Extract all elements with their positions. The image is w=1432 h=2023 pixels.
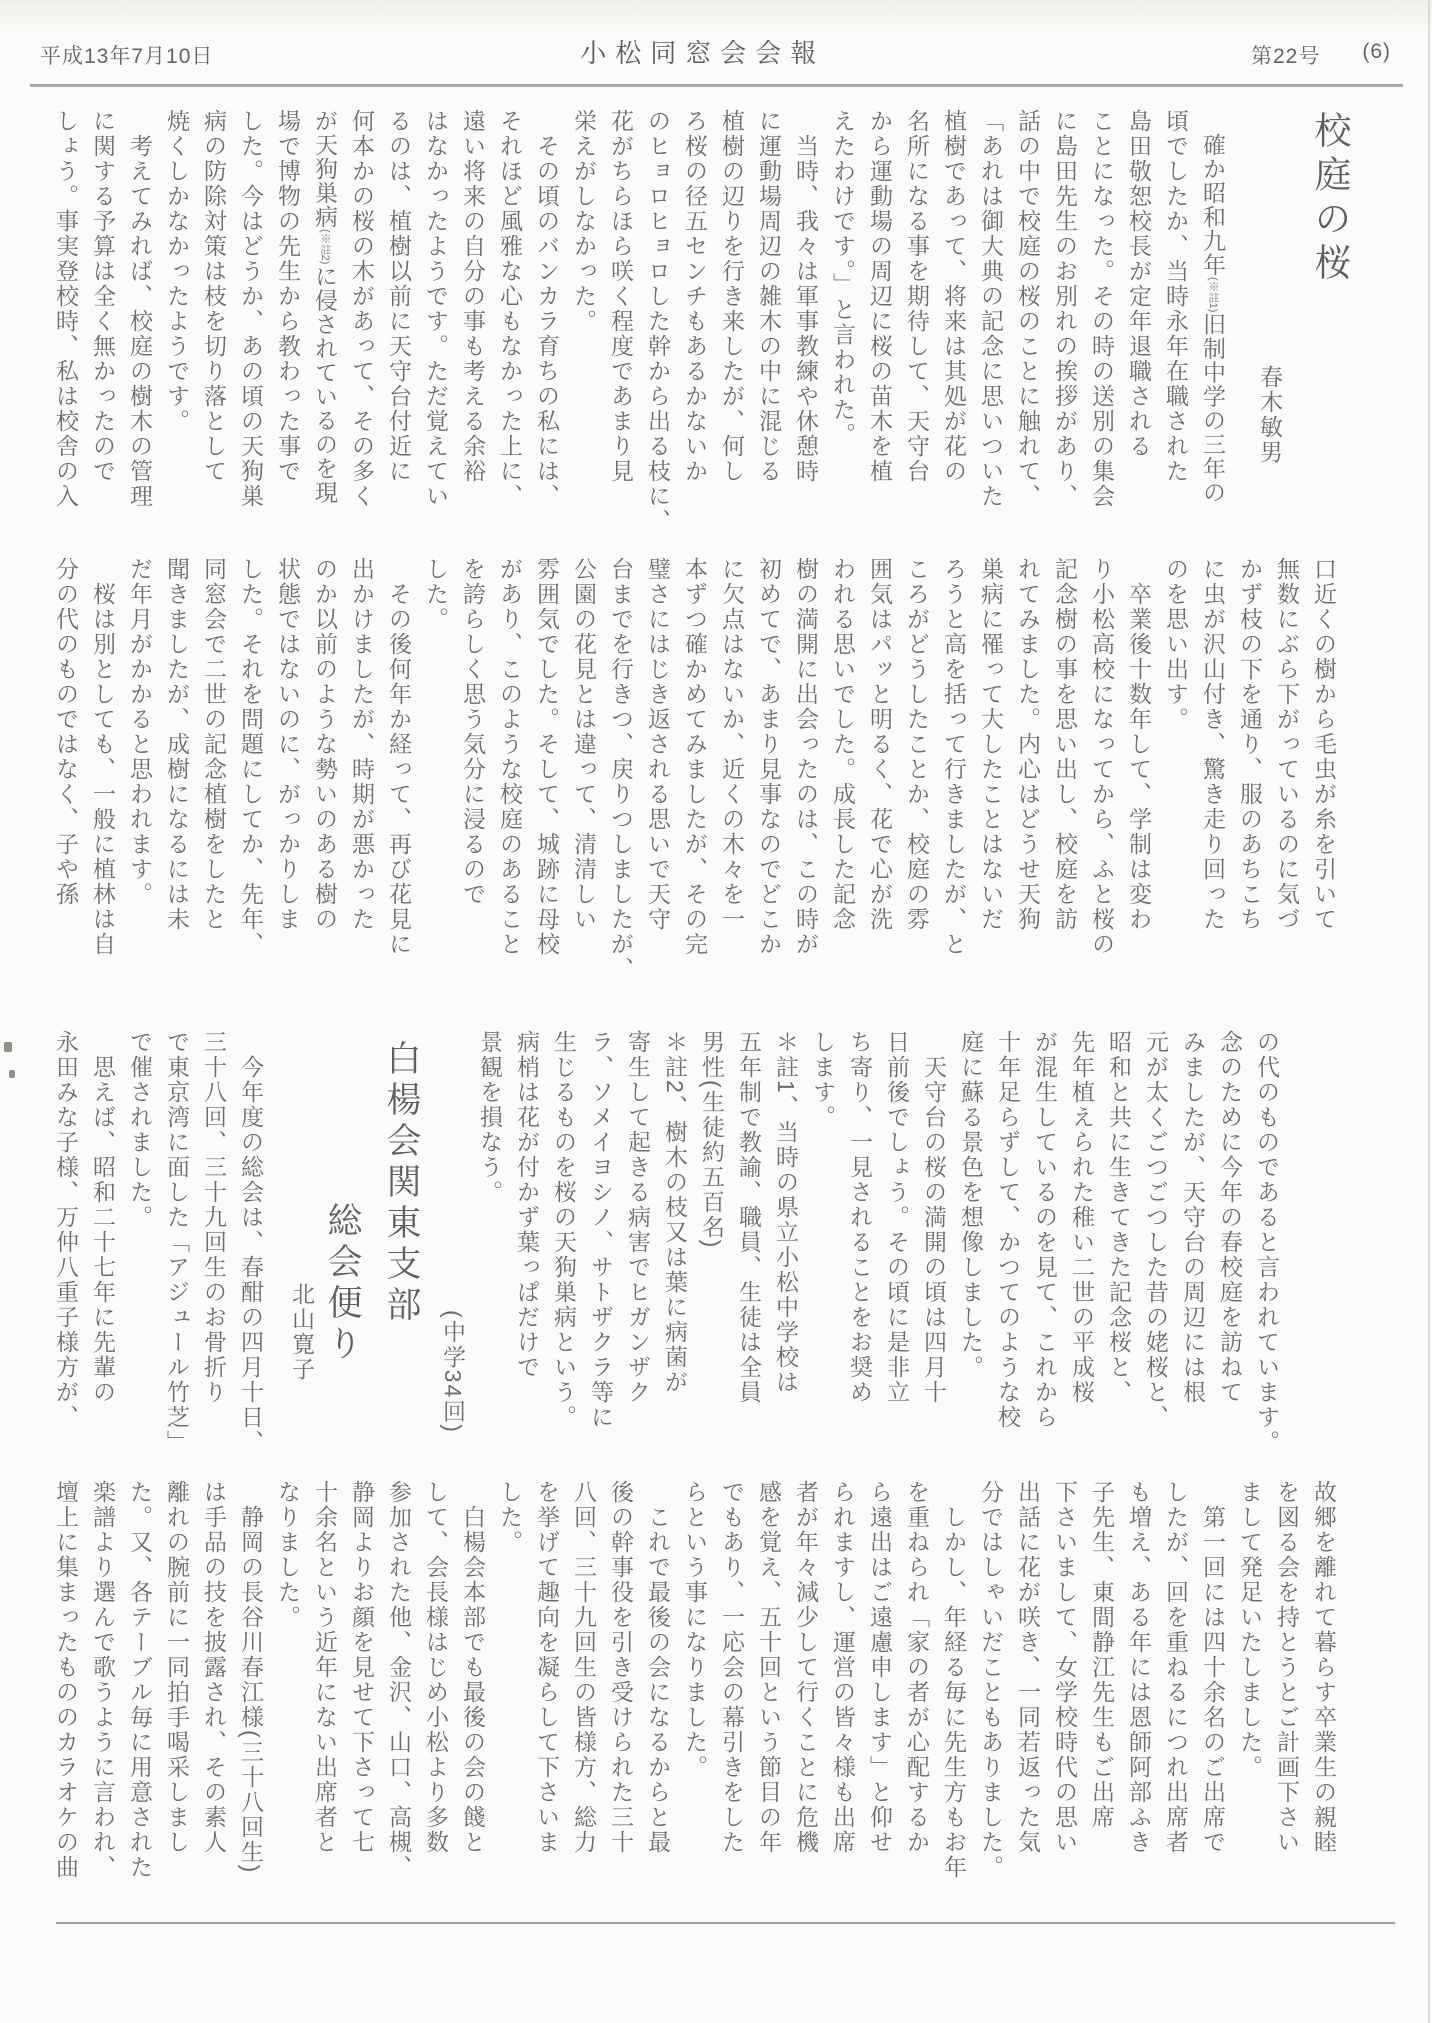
text-column: を図る会を持とうとご計画下さい bbox=[1274, 1480, 1300, 1855]
text-column: から運動場の周辺に桜の苗木を植 bbox=[867, 109, 893, 484]
text-column: 八回、三十九回生の皆様方、総力 bbox=[571, 1480, 597, 1855]
text-column: しかし、年経る毎に先生方もお年 bbox=[941, 1480, 967, 1880]
text-column: なりました。 bbox=[275, 1480, 301, 1630]
text-column: らという事になりました。 bbox=[682, 1480, 708, 1780]
issue-info bbox=[1251, 40, 1395, 70]
text-column: 後の幹事役を引き受けられた三十 bbox=[608, 1480, 634, 1855]
text-column: 五年制で教諭、職員、生徒は全員 bbox=[736, 1030, 762, 1405]
text-column: 何本かの桜の木があって、その多く bbox=[349, 109, 375, 509]
text-column: 考えてみれば、校庭の樹木の管理 bbox=[127, 109, 153, 509]
text-column: 第一回には四十余名のご出席で bbox=[1200, 1480, 1226, 1855]
text-column: しょう。事実登校時、私は校舎の入 bbox=[53, 109, 79, 509]
text-column: 白楊会本部でも最後の会の餞と bbox=[460, 1480, 486, 1855]
text-column: 桜は別としても、一般に植林は自 bbox=[90, 557, 116, 957]
text-column: 「あれは御大典の記念に思いついた bbox=[978, 109, 1004, 509]
text-run: が天狗巣病 bbox=[312, 109, 338, 229]
text-column-with-note1 bbox=[1201, 109, 1224, 511]
text-column: 先年植えられた稚い二世の平成桜 bbox=[1069, 1030, 1095, 1405]
article1-band2 bbox=[40, 557, 1335, 982]
text-run: に侵されているのを現 bbox=[312, 264, 338, 505]
column-group bbox=[53, 1030, 264, 1455]
text-column: 雰囲気でした。そして、城跡に母校 bbox=[534, 557, 560, 957]
column-group bbox=[54, 109, 299, 511]
text-column: も増え、ある年には恩師阿部ふき bbox=[1126, 1480, 1152, 1855]
text-column: 植樹の辺りを行き来したが、何し bbox=[719, 109, 745, 484]
text-column: 十年足らずして、かつてのような校 bbox=[995, 1030, 1021, 1430]
text-column: 十余名という近年にない出席者と bbox=[312, 1480, 338, 1855]
text-column: ラ、ソメイヨシノ、サトザクラ等に bbox=[588, 1030, 614, 1430]
text-run: 旧制中学の三年の bbox=[1200, 312, 1226, 505]
text-column: 壇上に集まったもののカラオケの曲 bbox=[53, 1480, 79, 1880]
text-column: 庭に蘇る景色を想像しました。 bbox=[958, 1030, 984, 1380]
scan-speck bbox=[4, 1042, 12, 1052]
article2-author: 北山寛子 bbox=[289, 1282, 315, 1382]
text-column: 名所になる事を期待して、天守台 bbox=[904, 109, 930, 484]
text-column: で催されました。 bbox=[127, 1030, 153, 1230]
text-run: 確か昭和九年 bbox=[1200, 109, 1226, 277]
text-column: 思えば、昭和二十七年に先輩の bbox=[90, 1030, 116, 1405]
text-column: 楽譜より選んで歌うように言われ、 bbox=[90, 1480, 116, 1880]
text-column: 聞きましたが、成樹になるには未 bbox=[164, 557, 190, 932]
text-column: かず枝の下を通り、服のあちこち bbox=[1237, 557, 1263, 932]
article1-title: 校庭の桜 bbox=[1309, 111, 1350, 287]
text-column: それほど風雅な心もなかった上に、 bbox=[497, 109, 523, 509]
text-column: ら遠出はご遠慮申します」と仰せ bbox=[867, 1480, 893, 1855]
text-column: 初めてで、あまり見事なのでどこか bbox=[756, 557, 782, 957]
text-column: り小松高校になってから、ふと桜の bbox=[1089, 557, 1115, 957]
text-column: 寄生して起きる病害でヒガンザク bbox=[625, 1030, 651, 1405]
article1-band1 bbox=[40, 109, 1350, 534]
text-column: ことになった。その時の送別の集会 bbox=[1089, 109, 1115, 509]
text-column: 病の防除対策は枝を切り落として bbox=[201, 109, 227, 484]
text-column: だ年月がかかると思われます。 bbox=[127, 557, 153, 907]
issue-date: 平成13年7月10日 bbox=[40, 45, 214, 68]
text-column: で東京湾に面した「アジュール竹芝」 bbox=[164, 1030, 190, 1455]
text-column: 三十八回、三十九回生のお骨折り bbox=[201, 1030, 227, 1405]
text-column: の代のものであると言われています。 bbox=[1254, 1030, 1280, 1455]
text-column: 今年度の総会は、春酣の四月十日、 bbox=[238, 1030, 264, 1455]
text-column: はなかったようです。ただ覚えてい bbox=[423, 109, 449, 509]
column-group bbox=[477, 1030, 1280, 1455]
text-column: 出話に花が咲き、一同若返った気 bbox=[1015, 1480, 1041, 1855]
text-column: 天守台の桜の満開の頃は四月十 bbox=[921, 1030, 947, 1405]
text-column: 元が太くごつごつした昔の姥桜と、 bbox=[1143, 1030, 1169, 1430]
text-column: します。 bbox=[810, 1030, 836, 1130]
text-column: 病梢は花が付かず葉っぱだけで bbox=[514, 1030, 540, 1380]
text-column: 栄えがしなかった。 bbox=[571, 109, 597, 334]
text-column: 同窓会で二世の記念植樹をしたと bbox=[201, 557, 227, 932]
text-column: 分ではしゃいだこともありました。 bbox=[978, 1480, 1004, 1880]
text-column: でもあり、一応会の幕引きをした bbox=[719, 1480, 745, 1855]
text-column: 無数にぶら下がっているのに気づ bbox=[1274, 557, 1300, 932]
text-column: 植樹であって、将来は其処が花の bbox=[941, 109, 967, 484]
inline-note-1: (※註1) bbox=[1207, 277, 1219, 313]
article2-band4 bbox=[40, 1480, 1335, 1900]
text-column: 島田敬恕校長が定年退職される bbox=[1126, 109, 1152, 459]
text-column: 花がちらほら咲く程度であまり見 bbox=[608, 109, 634, 484]
text-column: 話の中で校庭の桜のことに触れて、 bbox=[1015, 109, 1041, 509]
article1-author: 春木敏男 bbox=[1257, 365, 1283, 465]
text-column: 公園の花見とは違って、清清しい bbox=[571, 557, 597, 932]
text-column: した。今はどうか、あの頃の天狗巣 bbox=[238, 109, 264, 509]
text-column: 分の代のものではなく、子や孫 bbox=[53, 557, 79, 907]
text-column: 記念樹の事を思い出し、校庭を訪 bbox=[1052, 557, 1078, 932]
text-column: を誇らしく思う気分に浸るので bbox=[460, 557, 486, 907]
text-column: ろうと高を括って行きましたが、と bbox=[941, 557, 967, 957]
text-column: えたわけです。」と言われた。 bbox=[830, 109, 856, 448]
text-column: 日前後でしょう。その頃に是非立 bbox=[884, 1030, 910, 1405]
text-column: は手品の技を披露され、その素人 bbox=[201, 1480, 227, 1855]
text-column: に欠点はないか、近くの木々を一 bbox=[719, 557, 745, 932]
column-group bbox=[349, 109, 1189, 534]
text-column: 故郷を離れて暮らす卒業生の親睦 bbox=[1311, 1480, 1337, 1855]
page-header bbox=[40, 0, 1395, 70]
text-column: 囲気はパッと明るく、花で心が洗 bbox=[867, 557, 893, 932]
text-column: 景観を損なう。 bbox=[477, 1030, 503, 1205]
text-column: 場で博物の先生から教わった事で bbox=[275, 109, 301, 484]
text-column: その後何年か経って、再び花見に bbox=[386, 557, 412, 957]
text-column: われる思いでした。成長した記念 bbox=[830, 557, 856, 932]
scan-speck bbox=[9, 1070, 15, 1078]
page-number: (6) bbox=[1362, 40, 1391, 63]
text-column: 者が年々減少して行くことに危機 bbox=[793, 1480, 819, 1855]
footer-rule bbox=[56, 1922, 1395, 1924]
text-column: 出かけましたが、時期が悪かった bbox=[349, 557, 375, 932]
text-column-with-note2 bbox=[313, 109, 336, 511]
text-column: に島田先生のお別れの挨拶があり、 bbox=[1052, 109, 1078, 509]
text-column: 巣病に罹って大したことはないだ bbox=[978, 557, 1004, 932]
text-column: を重ねられ「家の者が心配するか bbox=[904, 1480, 930, 1855]
text-column: これで最後の会になるからと最 bbox=[645, 1480, 671, 1855]
text-column: 本ずつ確かめてみましたが、その完 bbox=[682, 557, 708, 957]
issue-number: 第22号 bbox=[1250, 45, 1321, 68]
inline-note-2: (※註2) bbox=[319, 229, 331, 265]
text-column: ＊註1、当時の県立小松中学校は bbox=[773, 1030, 799, 1395]
text-column: したが、回を重ねるにつれ出席者 bbox=[1163, 1480, 1189, 1855]
band3 bbox=[40, 1030, 1280, 1455]
text-column: 頃でしたか、当時永年在職された bbox=[1163, 109, 1189, 484]
text-column: ころがどうしたことか、校庭の雰 bbox=[904, 557, 930, 932]
text-column: に運動場周辺の雑木の中に混じる bbox=[756, 109, 782, 484]
text-column: があり、このような校庭のあること bbox=[497, 557, 523, 957]
text-column: 男性(生徒約五百名) bbox=[699, 1030, 725, 1250]
text-column: 口近くの樹から毛虫が糸を引いて bbox=[1311, 557, 1337, 932]
text-column: 生じるものを桜の天狗巣病という。 bbox=[551, 1030, 577, 1430]
text-column: した。それを問題にしてか、先年、 bbox=[238, 557, 264, 957]
text-column: 永田みな子様、万仲八重子様方が、 bbox=[53, 1030, 79, 1430]
text-column: まして発足いたしました。 bbox=[1237, 1480, 1263, 1780]
text-column: のを思い出す。 bbox=[1163, 557, 1189, 732]
text-column: 念のために今年の春校庭を訪ねて bbox=[1217, 1030, 1243, 1405]
text-column: 子先生、東間静江先生もご出席 bbox=[1089, 1480, 1115, 1830]
text-column: みましたが、天守台の周辺には根 bbox=[1180, 1030, 1206, 1405]
text-column: 感を覚え、五十回という節目の年 bbox=[756, 1480, 782, 1855]
text-column: 璧さにはじき返される思いで天守 bbox=[645, 557, 671, 932]
text-column: のか以前のような勢いのある樹の bbox=[312, 557, 338, 932]
text-column: 離れの腕前に一同拍手喝采しまし bbox=[164, 1480, 190, 1855]
text-column: のヒョロヒョロした幹から出る枝に、 bbox=[645, 109, 671, 534]
text-column: 当時、我々は軍事教練や休憩時 bbox=[793, 109, 819, 484]
text-column: 状態ではないのに、がっかりしま bbox=[275, 557, 301, 932]
text-column: た。又、各テーブル毎に用意された bbox=[127, 1480, 153, 1880]
text-column: 下さいまして、女学校時代の思い bbox=[1052, 1480, 1078, 1855]
text-column: 静岡の長谷川春江様(三十八回生) bbox=[238, 1480, 264, 1875]
text-column: して、会長様はじめ小松より多数 bbox=[423, 1480, 449, 1855]
text-column: 卒業後十数年して、学制は変わ bbox=[1126, 557, 1152, 932]
text-column: れてみました。内心はどうせ天狗 bbox=[1015, 557, 1041, 932]
text-column: ろ桜の径五センチもあるかないか bbox=[682, 109, 708, 484]
text-column: ち寄り、一見されることをお奨め bbox=[847, 1030, 873, 1405]
text-column: られますし、運営の皆々様も出席 bbox=[830, 1480, 856, 1855]
article1-credit: (中学34回) bbox=[440, 1310, 466, 1434]
text-column: した。 bbox=[423, 557, 449, 632]
text-column: 遠い将来の自分の事も考える余裕 bbox=[460, 109, 486, 484]
text-column: 静岡よりお顔を見せて下さって七 bbox=[349, 1480, 375, 1855]
text-column: るのは、植樹以前に天守台付近に bbox=[386, 109, 412, 484]
text-column: その頃のバンカラ育ちの私には、 bbox=[534, 109, 560, 509]
article2-title-line1: 白楊会関東支部 bbox=[382, 1040, 421, 1327]
text-column: を挙げて趣向を凝らして下さいま bbox=[534, 1480, 560, 1855]
article2-title-line2: 総会便り bbox=[323, 1202, 362, 1366]
text-column: した。 bbox=[497, 1480, 523, 1555]
text-column: が混生しているのを見て、これから bbox=[1032, 1030, 1058, 1430]
text-column: 台までを行きつ、戻りつしましたが、 bbox=[608, 557, 634, 982]
text-column: 参加された他、金沢、山口、高槻、 bbox=[386, 1480, 412, 1880]
header-rule bbox=[30, 84, 1403, 87]
text-column: ＊註2、樹木の枝又は葉に病菌が bbox=[662, 1030, 688, 1395]
text-column: 焼くしかなかったようです。 bbox=[164, 109, 190, 434]
text-column: 樹の満開に出会ったのは、この時が bbox=[793, 557, 819, 957]
text-column: 昭和と共に生きてきた記念桜と、 bbox=[1106, 1030, 1132, 1405]
text-column: に関する予算は全く無かったので bbox=[90, 109, 116, 484]
newsletter-title: 小松同窓会会報 bbox=[580, 38, 826, 68]
text-column: に虫が沢山付き、驚き走り回った bbox=[1200, 557, 1226, 932]
